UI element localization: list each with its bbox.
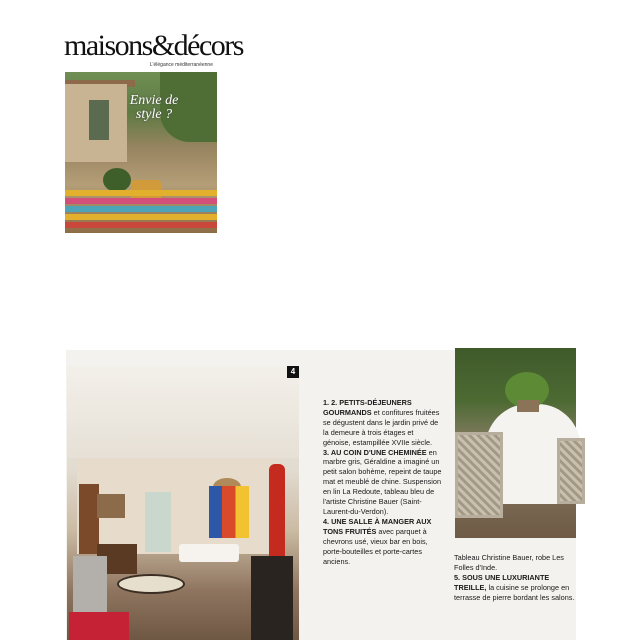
photo-door xyxy=(79,484,99,554)
article-heading-1: 1. 2. PETITS-DÉJEUNERS GOURMANDS et confitures fruitées se dégustent dans le jardin privé de la demeure à trois étages et génoise, estampillée XVIIe siècle. xyxy=(323,398,440,447)
cover-teaser-strip xyxy=(65,214,217,220)
terrace-wicker-chair xyxy=(455,432,503,518)
article-text xyxy=(323,398,443,566)
terrace-pot xyxy=(517,400,539,412)
photo-tabac-sign xyxy=(117,574,185,594)
photo-dining-table xyxy=(179,544,239,562)
photo-red-dress xyxy=(269,464,285,560)
photo-painting xyxy=(97,494,125,518)
photo-red-stool xyxy=(69,612,129,640)
cover-masthead xyxy=(64,28,243,72)
cover-teaser-strip xyxy=(65,222,217,228)
cover-door xyxy=(89,100,109,140)
magazine-cover[interactable] xyxy=(64,28,243,233)
cover-tagline: L'élégance méditerranéenne xyxy=(149,62,213,68)
caption-intro: Tableau Christine Bauer, robe Les Folles d'Inde. xyxy=(454,553,564,572)
cover-photo xyxy=(65,72,217,233)
photo-ceiling xyxy=(67,366,299,458)
cover-brand-logo: maisons&décors xyxy=(64,29,243,62)
dining-room-photo[interactable] xyxy=(67,366,299,640)
cover-teaser-strip xyxy=(65,206,217,212)
article-heading-2: 3. AU COIN D'UNE CHEMINÉE en marbre gris, Géraldine a imaginé un petit salon bohème, repeint de taupe mat et meublé de chine. Suspension en lin La Redoute, tableau bleu de l'artiste Christine Bauer (Saint-Laurent-du-Verdon). xyxy=(323,447,442,516)
photo-window xyxy=(145,492,171,552)
cover-teaser-strip xyxy=(65,190,217,196)
caption-heading: 5. SOUS UNE LUXURIANTE TREILLE, xyxy=(454,572,550,592)
photo-caption xyxy=(454,553,576,603)
caption-text: la cuisine se prolonge en terrasse de pierre bordant les salons. xyxy=(454,582,575,602)
photo-bottle-rack xyxy=(251,556,293,640)
cover-headline: Envie de style ? xyxy=(129,93,179,122)
photo-pop-art xyxy=(209,486,249,538)
cover-teaser-strip xyxy=(65,198,217,204)
terrace-photo[interactable] xyxy=(455,348,576,538)
cover-plant xyxy=(103,168,131,192)
terrace-wicker-chair xyxy=(557,438,585,504)
photo-number-badge: 4 xyxy=(287,366,299,378)
article-heading-3: 4. UNE SALLE À MANGER AUX TONS FRUITÉS avec parquet à chevrons usé, vieux bar en bois, porte-bouteilles et porte-cartes anciens. xyxy=(323,516,432,566)
